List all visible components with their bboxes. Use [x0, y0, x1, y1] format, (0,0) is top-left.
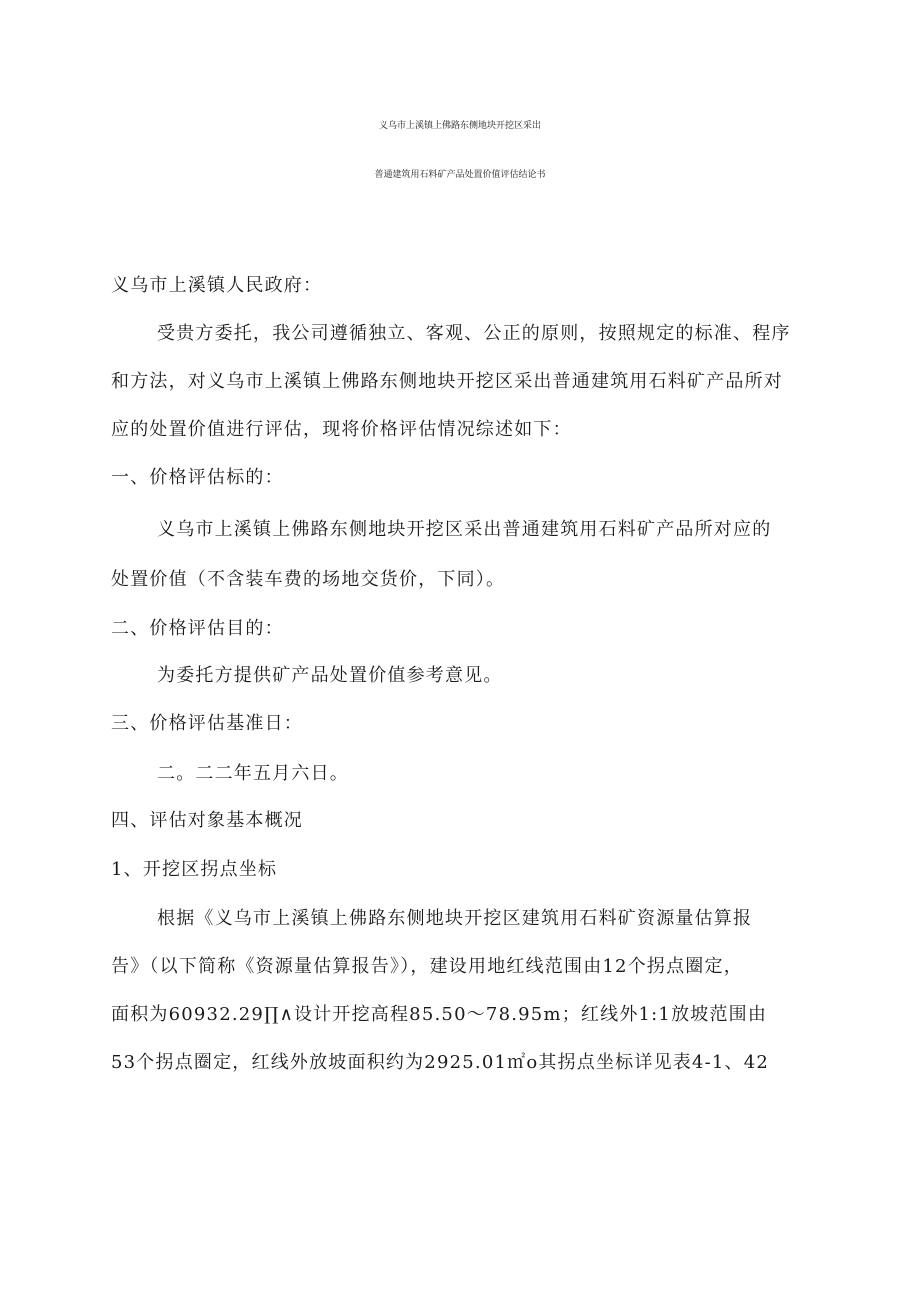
intro-paragraph-line: 和方法，对义乌市上溪镇上佛路东侧地块开挖区采出普通建筑用石料矿产品所对	[111, 371, 783, 392]
section1-body-line: 处置价值（不含装车费的场地交货价，下同）。	[111, 569, 506, 590]
section4-body-line: 根据《义乌市上溪镇上佛路东侧地块开挖区建筑用石料矿资源量估算报	[157, 908, 753, 929]
section4-body-line: 告》（以下简称《资源量估算报告》），建设用地红线范围由12个拐点圈定，	[111, 956, 743, 977]
section2-body: 为委托方提供矿产品处置价值参考意见。	[157, 665, 503, 686]
section2-heading: 二、价格评估目的：	[111, 618, 284, 639]
section4-body-line: 53个拐点圈定，红线外放坡面积约为2925.01㎡o其拐点坐标详见表4-1、42	[111, 1052, 770, 1073]
section4-sub1-heading: 1、开挖区拐点坐标	[111, 859, 278, 880]
section3-heading: 三、价格评估基准日：	[111, 713, 303, 734]
section4-body-line: 面积为60932.29∏∧设计开挖高程85.50～78.95m；红线外1:1放坡范围由	[111, 1004, 768, 1025]
intro-paragraph-line: 应的处置价值进行评估，现将价格评估情况综述如下：	[111, 419, 572, 440]
section1-heading: 一、价格评估标的：	[111, 467, 284, 488]
document-title-line2: 普通建筑用石料矿产品处置价值评估结论书	[374, 170, 546, 180]
section1-body-line: 义乌市上溪镇上佛路东侧地块开挖区采出普通建筑用石料矿产品所对应的	[157, 519, 772, 540]
addressee: 义乌市上溪镇人民政府：	[111, 275, 323, 296]
section4-heading: 四、评估对象基本概况	[111, 810, 303, 831]
intro-paragraph-line: 受贵方委托，我公司遵循独立、客观、公正的原则，按照规定的标准、程序	[157, 323, 791, 344]
section3-body: 二。二二年五月六日。	[157, 763, 349, 784]
document-title-line1: 义乌市上溪镇上佛路东侧地块开挖区采出	[378, 121, 541, 131]
